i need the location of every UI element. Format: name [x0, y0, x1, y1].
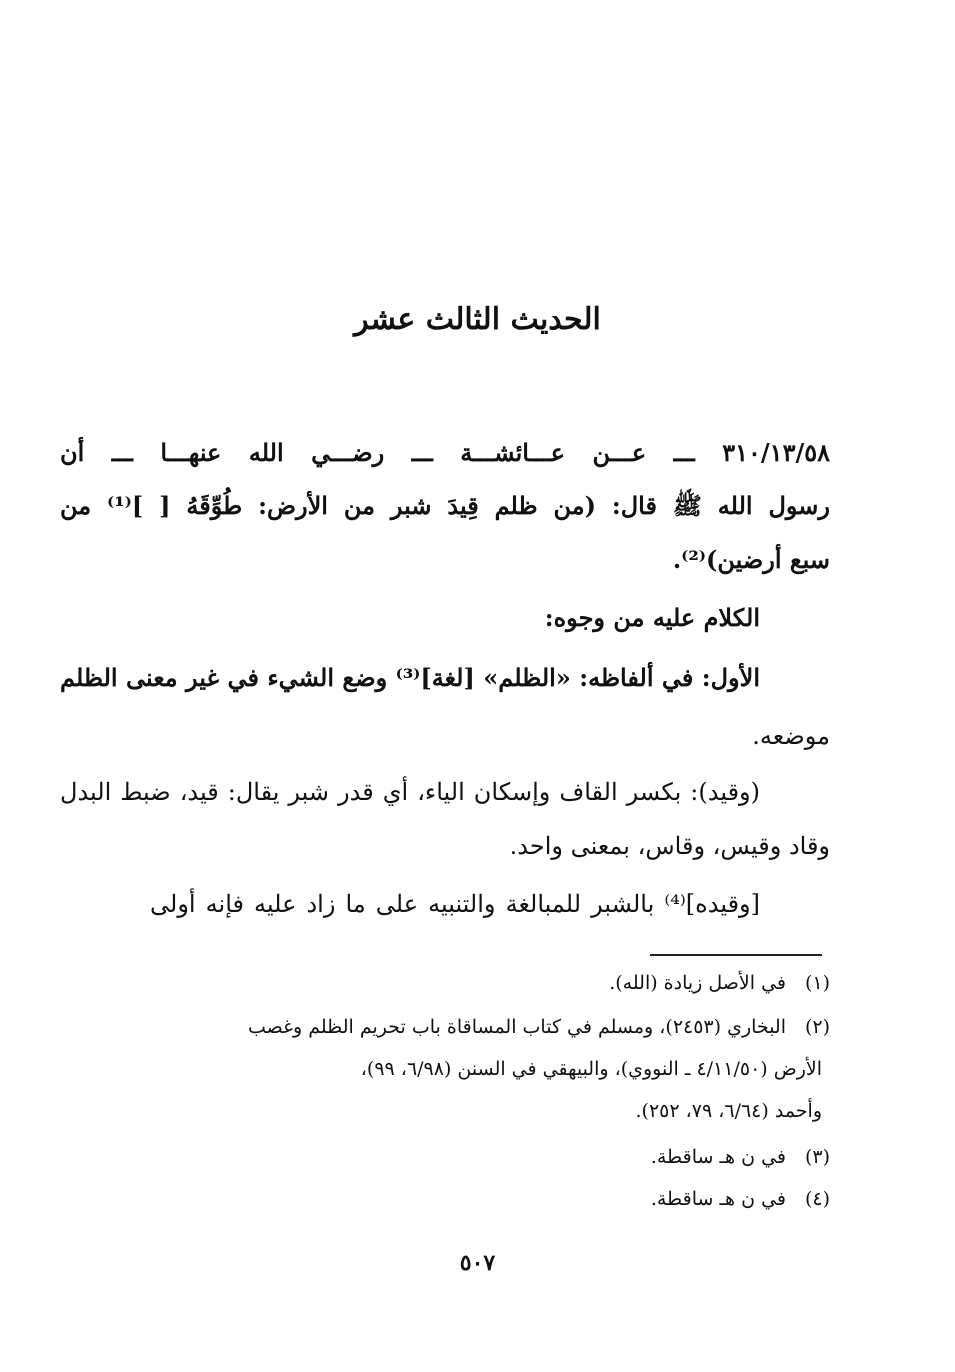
- body-line-8: وقاد وقيس، وقاس، بمعنى واحد.: [509, 832, 830, 860]
- footnote-3: [60, 1142, 830, 1172]
- body-line-2: رسول الله ﷺ قال: (من ظلم قِيدَ شبر من الأرض: طُوِّقَهُ [ ]⁽¹⁾ من: [60, 491, 830, 520]
- footnote-divider: [650, 954, 822, 956]
- body-line-9: [وقيده]⁽⁴⁾ بالشبر للمبالغة والتنبيه على ما زاد عليه فإنه أولى: [150, 890, 760, 918]
- footnote-number: (٤): [804, 1188, 830, 1210]
- footnote-4: [60, 1184, 830, 1214]
- footnote-text: الأرض (٤/١١/٥٠ ـ النووي)، والبيهقي في السنن (٦/٩٨، ٩٩)،: [360, 1058, 822, 1080]
- footnote-number: (٢): [804, 1016, 830, 1038]
- footnote-text: البخاري (٢٤٥٣)، ومسلم في كتاب المساقاة باب تحريم الظلم وغصب: [247, 1016, 786, 1038]
- footnote-2-line-2: [60, 1054, 822, 1084]
- footnote-text: في ن هـ ساقطة.: [650, 1146, 786, 1168]
- page-number: ٥٠٧: [459, 1250, 496, 1276]
- footnote-text: في ن هـ ساقطة.: [650, 1188, 786, 1210]
- body-line-1: ٣١٠/١٣/٥٨ ـــ عـــن عـــائشـــة ـــ رضـــي الله عنهـــا ـــ أن: [60, 438, 830, 467]
- footnote-number: (٣): [804, 1146, 830, 1168]
- footnote-1: [60, 968, 830, 998]
- footnote-text: وأحمد (٦/٦٤، ٧٩، ٢٥٢).: [635, 1100, 822, 1122]
- body-line-3: سبع أرضين)⁽²⁾.: [672, 545, 830, 574]
- body-line-7: (وقيد): بكسر القاف وإسكان الياء، أي قدر شبر يقال: قيد، ضبط البدل: [60, 778, 760, 806]
- footnote-2: [60, 1012, 830, 1042]
- hadith-title: الحديث الثالث عشر: [354, 302, 601, 337]
- footnote-number: (١): [804, 972, 830, 994]
- body-line-6: موضعه.: [752, 722, 830, 750]
- body-line-5: الأول: في ألفاظه: «الظلم» [لغة]⁽³⁾ وضع الشيء في غير معنى الظلم: [60, 663, 760, 692]
- footnote-2-line-3: [60, 1096, 822, 1126]
- body-line-4: الكلام عليه من وجوه:: [544, 603, 760, 632]
- footnote-text: في الأصل زيادة (الله).: [609, 972, 786, 994]
